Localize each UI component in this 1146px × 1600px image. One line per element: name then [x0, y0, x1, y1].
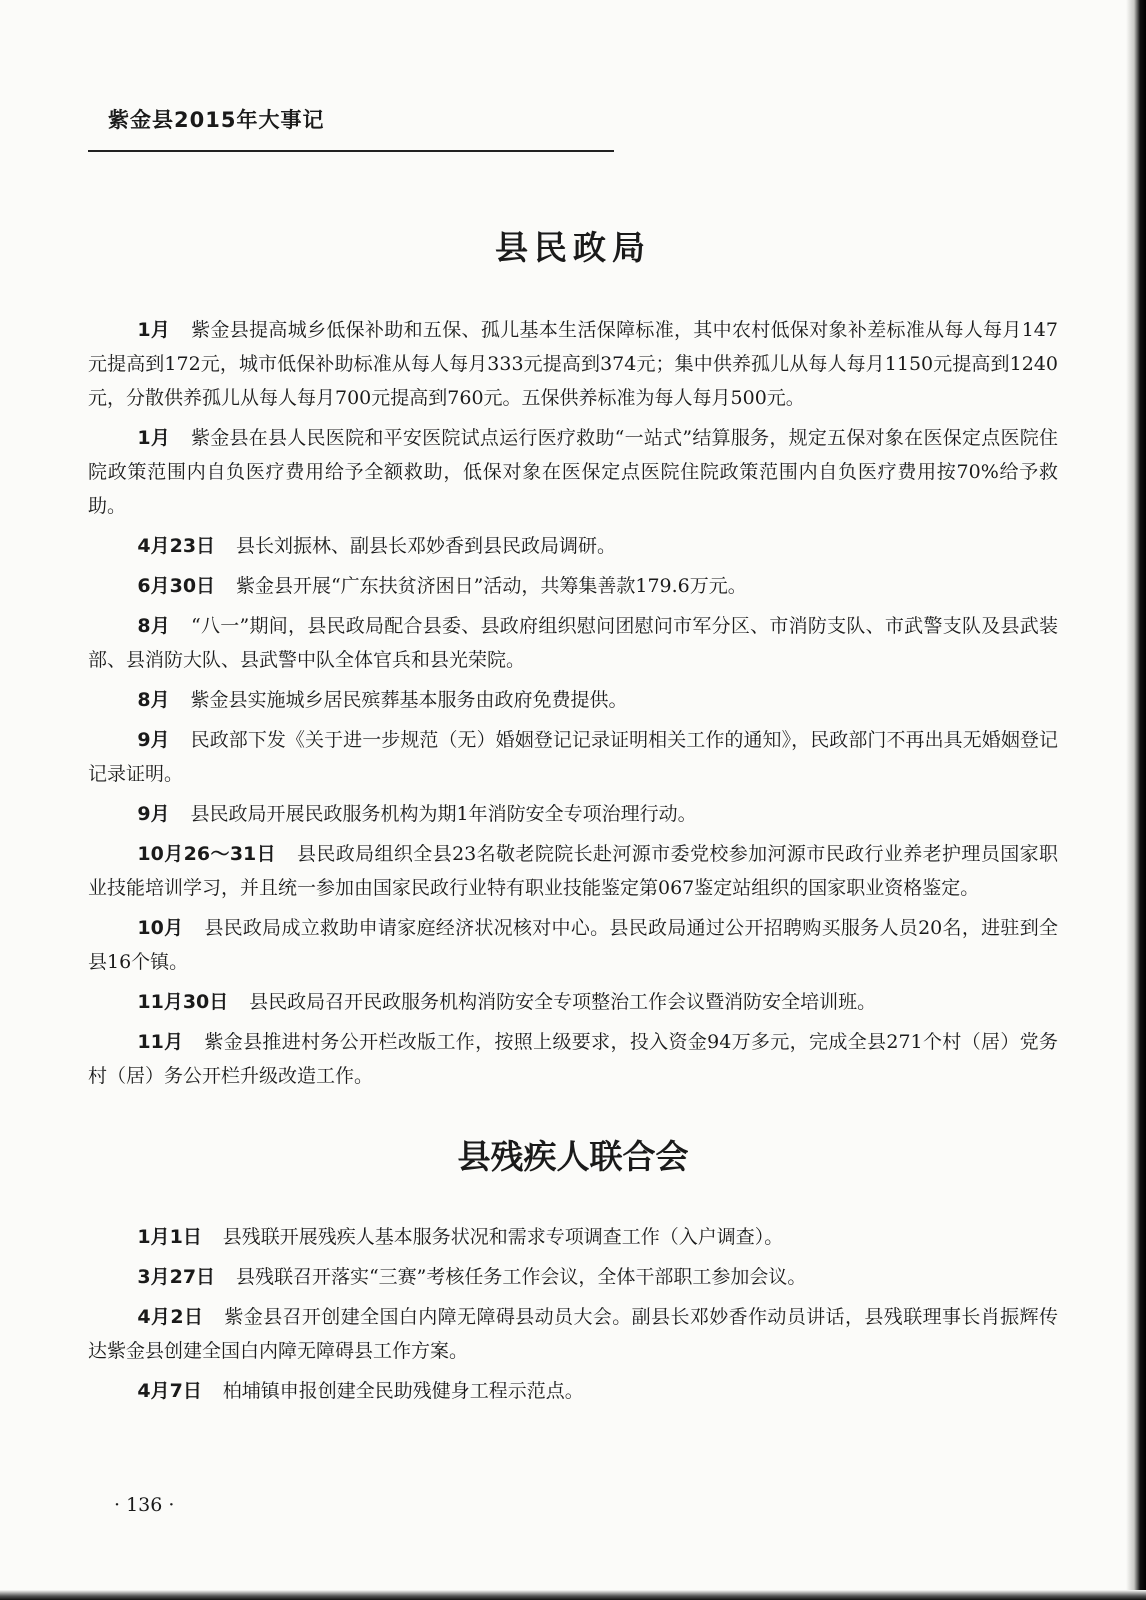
entry — [88, 1260, 1058, 1294]
entry-date: 9月 — [137, 729, 170, 751]
running-head: 紫金县2015年大事记 — [108, 108, 325, 132]
entry-text: 县民政局成立救助申请家庭经济状况核对中心。县民政局通过公开招聘购买服务人员20名，进驻到全县16个镇。 — [88, 917, 1058, 973]
section-disabled-persons-federation-entries — [88, 1220, 1058, 1408]
entry — [88, 723, 1058, 791]
entry-date: 4月2日 — [137, 1306, 204, 1328]
entry-text: 县民政局组织全县23名敬老院院长赴河源市委党校参加河源市民政行业养老护理员国家职业技能培训学习，并且统一参加由国家民政行业特有职业技能鉴定第067鉴定站组织的国家职业资格鉴定。 — [88, 843, 1058, 899]
entry-date: 1月 — [137, 427, 171, 449]
entry-text: 紫金县召开创建全国白内障无障碍县动员大会。副县长邓妙香作动员讲话，县残联理事长肖振辉传达紫金县创建全国白内障无障碍县工作方案。 — [88, 1306, 1058, 1362]
entry-text: 县长刘振林、副县长邓妙香到县民政局调研。 — [235, 535, 616, 557]
entry-date: 8月 — [137, 689, 170, 711]
scan-bottom-shadow — [0, 1590, 1146, 1600]
entry — [88, 421, 1058, 523]
section-title-civil-affairs: 县民政局 — [495, 228, 651, 267]
entry-text: 县残联开展残疾人基本服务状况和需求专项调查工作（入户调查）。 — [222, 1226, 784, 1248]
entry-date: 4月23日 — [137, 535, 216, 557]
entry-text: 县民政局开展民政服务机构为期1年消防安全专项治理行动。 — [190, 803, 697, 825]
entry — [88, 313, 1058, 415]
entry — [88, 569, 1058, 603]
entry-date: 10月26～31日 — [137, 843, 277, 865]
entry-text: “八一”期间，县民政局配合县委、县政府组织慰问团慰问市军分区、市消防支队、市武警支队及县武装部、县消防大队、县武警中队全体官兵和县光荣院。 — [88, 615, 1058, 671]
entry — [88, 1220, 1058, 1254]
entry — [88, 837, 1058, 905]
entry — [88, 1374, 1058, 1408]
entry-text: 紫金县推进村务公开栏改版工作，按照上级要求，投入资金94万多元，完成全县271个村（居）党务村（居）务公开栏升级改造工作。 — [88, 1031, 1058, 1087]
entry-date: 10月 — [137, 917, 184, 939]
page-content — [88, 222, 1058, 1414]
entry-date: 4月7日 — [137, 1380, 202, 1402]
entry — [88, 529, 1058, 563]
entry-date: 8月 — [137, 615, 171, 637]
entry — [88, 911, 1058, 979]
section-civil-affairs-entries — [88, 313, 1058, 1093]
entry-text: 县民政局召开民政服务机构消防安全专项整治工作会议暨消防安全培训班。 — [249, 991, 877, 1013]
entry-date: 1月 — [137, 319, 171, 341]
page-number: · 136 · — [114, 1494, 175, 1516]
header-rule — [88, 150, 614, 152]
entry — [88, 1025, 1058, 1093]
entry — [88, 1300, 1058, 1368]
entry-text: 紫金县实施城乡居民殡葬基本服务由政府免费提供。 — [190, 689, 628, 711]
entry — [88, 609, 1058, 677]
entry-text: 紫金县提高城乡低保补助和五保、孤儿基本生活保障标准，其中农村低保对象补差标准从每人每月147元提高到172元，城市低保补助标准从每人每月333元提高到374元；集中供养孤儿从每人每月1150元提高到1240元，分散供养孤儿从每人每月700元提高到760元。五保供养标准为每人每月500元。 — [88, 319, 1058, 409]
entry-date: 11月30日 — [137, 991, 229, 1013]
entry-date: 3月27日 — [137, 1266, 216, 1288]
entry-text: 柏埔镇申报创建全民助残健身工程示范点。 — [222, 1380, 584, 1402]
scan-edge-shadow — [1126, 0, 1146, 1600]
entry-date: 6月30日 — [137, 575, 216, 597]
entry-date: 11月 — [137, 1031, 184, 1053]
entry — [88, 985, 1058, 1019]
entry-text: 紫金县开展“广东扶贫济困日”活动，共筹集善款179.6万元。 — [235, 575, 747, 597]
entry-date: 9月 — [137, 803, 170, 825]
section-title-disabled-persons-federation: 县残疾人联合会 — [457, 1137, 689, 1176]
entry — [88, 683, 1058, 717]
entry — [88, 797, 1058, 831]
entry-text: 紫金县在县人民医院和平安医院试点运行医疗救助“一站式”结算服务，规定五保对象在医保定点医院住院政策范围内自负医疗费用给予全额救助，低保对象在医保定点医院住院政策范围内自负医疗费用按70%给予救助。 — [88, 427, 1058, 517]
entry-date: 1月1日 — [137, 1226, 202, 1248]
entry-text: 民政部下发《关于进一步规范（无）婚姻登记记录证明相关工作的通知》，民政部门不再出具无婚姻登记记录证明。 — [88, 729, 1058, 785]
entry-text: 县残联召开落实“三赛”考核任务工作会议，全体干部职工参加会议。 — [235, 1266, 807, 1288]
